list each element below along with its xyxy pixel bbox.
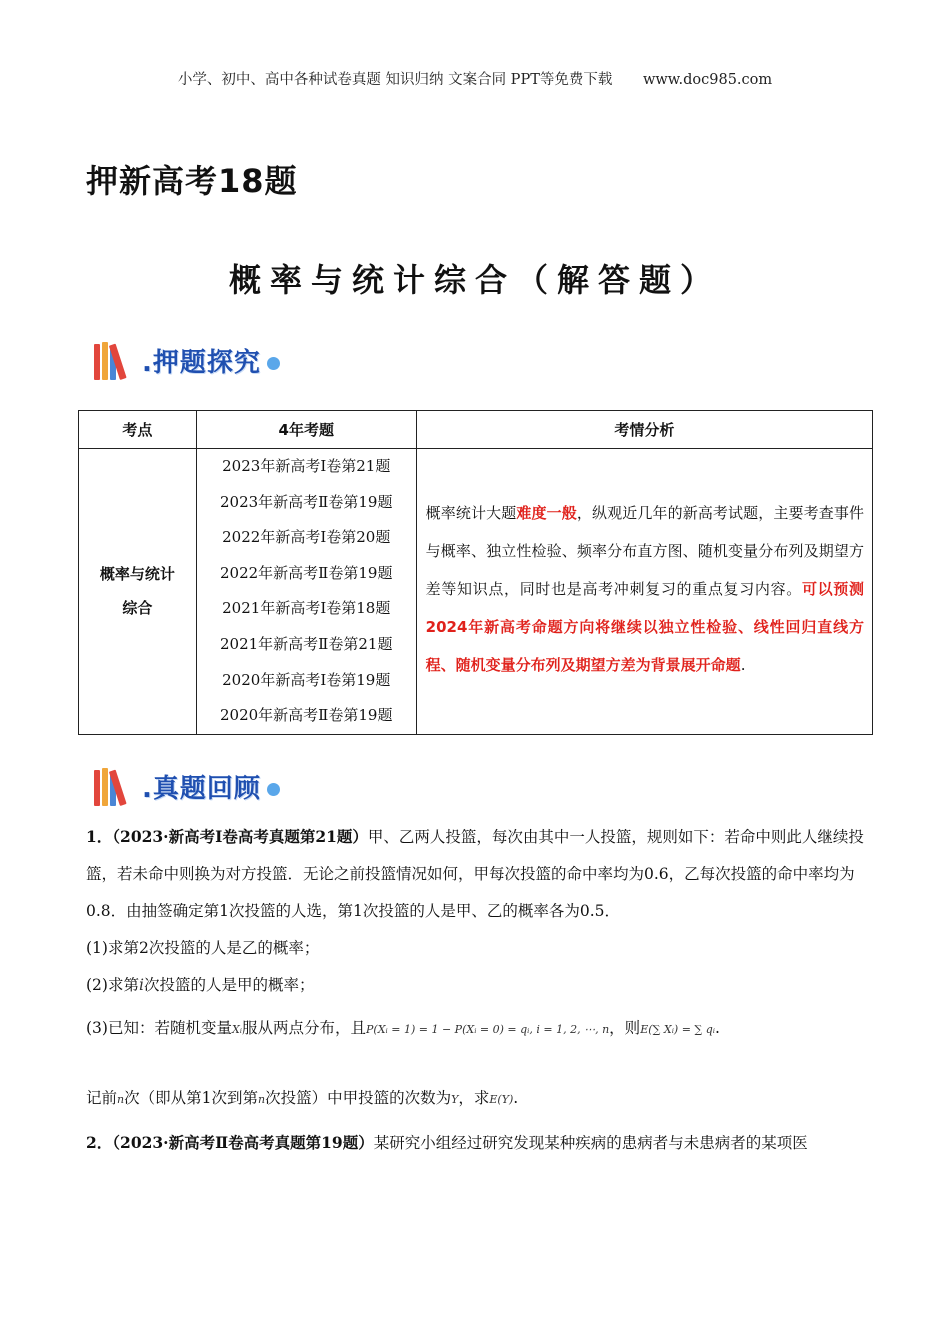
math-formula: P(Xᵢ = 1) = 1 − P(Xᵢ = 0) = qᵢ, i = 1, 2, ⋯, n xyxy=(366,1023,610,1036)
math-var: Xᵢ xyxy=(231,1023,243,1036)
problems-list xyxy=(86,818,866,1162)
page-header xyxy=(0,68,950,89)
math-var: Y xyxy=(451,1093,459,1106)
problem-2-stem xyxy=(86,1124,866,1162)
q2-text: 次投篮的人是甲的概率； xyxy=(143,976,315,994)
math-var: n xyxy=(117,1093,125,1106)
topic-cell xyxy=(79,449,197,735)
problem-number: 1． xyxy=(86,827,113,846)
exam-item: 2023年新高考Ⅱ卷第19题 xyxy=(220,492,393,511)
problem-1-stem xyxy=(86,818,866,930)
table-header: 考情分析 xyxy=(416,411,872,449)
problem-1-q1: (1)求第2次投篮的人是乙的概率； xyxy=(86,939,320,957)
problem-1-q4 xyxy=(86,1080,866,1118)
q3-text: 服从两点分布，且 xyxy=(242,1019,367,1037)
analysis-prediction: 可以预测2024年新高考命题方向将继续以独立性检验、线性回归直线方程、随机变量分布列及期望方差为背景展开命题 xyxy=(425,580,864,675)
exam-item: 2020年新高考Ⅰ卷第19题 xyxy=(222,670,391,689)
q4-text: 次投篮）中甲投篮的次数为 xyxy=(265,1089,452,1107)
exam-item: 2021年新高考Ⅱ卷第21题 xyxy=(220,634,393,653)
dot-icon xyxy=(267,357,280,370)
exam-analysis-table xyxy=(78,410,873,735)
math-var: E(Y) xyxy=(489,1093,514,1106)
main-title: 押新高考18题 xyxy=(86,162,298,200)
problem-source: （2023·新高考Ⅰ卷高考真题第21题） xyxy=(112,827,368,846)
exam-item: 2020年新高考Ⅱ卷第19题 xyxy=(220,706,393,725)
math-formula: E(∑ Xᵢ) = ∑ qᵢ xyxy=(640,1023,716,1036)
math-var: i xyxy=(138,976,144,994)
q2-text: (2)求第 xyxy=(86,976,139,994)
q3-text: . xyxy=(715,1019,720,1037)
q4-text: ，求 xyxy=(458,1089,490,1107)
header-text: 小学、初中、高中各种试卷真题 知识归纳 文案合同 PPT等免费下载 xyxy=(177,72,613,88)
problem-text: 甲、乙两人投篮，每次由其中一人投篮，规则如下：若命中则此人继续投篮，若未命中则换为对方投篮．无论之前投篮情况如何，甲每次投篮的命中率均为0.6，乙每次投篮的命中率均为0.8．由抽签确定第1次投篮的人选，第1次投篮的人是甲、乙的概率各为0.5． xyxy=(86,828,864,920)
problem-number: 2． xyxy=(86,1133,113,1152)
section-banner-explore xyxy=(92,336,280,384)
exam-item: 2021年新高考Ⅰ卷第18题 xyxy=(222,599,391,618)
analysis-end: . xyxy=(740,656,746,675)
analysis-highlight: 难度一般 xyxy=(516,504,577,523)
problem-text: 某研究小组经过研究发现某种疾病的患病者与未患病者的某项医 xyxy=(373,1134,808,1152)
section-banner-review xyxy=(92,762,280,810)
problem-1-q3 xyxy=(86,1010,866,1048)
topic-line: 概率与统计 xyxy=(99,565,175,584)
table-row xyxy=(79,449,873,735)
table-header: 4年考题 xyxy=(196,411,416,449)
dot-icon xyxy=(267,783,280,796)
section-title-review: .真题回顾 xyxy=(142,773,261,804)
books-icon xyxy=(92,766,142,806)
header-site[interactable]: www.doc985.com xyxy=(642,72,773,88)
section-title-explore: .押题探究 xyxy=(142,347,261,378)
exams-cell xyxy=(196,449,416,735)
q3-text: (3)已知：若随机变量 xyxy=(86,1019,232,1037)
analysis-text: ，纵观近几年的新高考试题，主要考查事件与概率、独立性检验、频率分布直方图、随机变量分布列及期望方差等知识点，同时也是高考冲刺复习的重点复习内容。 xyxy=(425,504,864,599)
books-icon xyxy=(92,340,142,380)
math-var: n xyxy=(257,1093,266,1106)
exam-item: 2022年新高考Ⅱ卷第19题 xyxy=(220,563,393,582)
exam-item: 2022年新高考Ⅰ卷第20题 xyxy=(222,528,391,547)
analysis-text: 概率统计大题 xyxy=(425,504,517,523)
problem-1-q2 xyxy=(86,967,866,1004)
q4-text: 记前 xyxy=(86,1089,118,1107)
q4-text: 次（即从第1次到第 xyxy=(124,1089,258,1107)
sub-title: 概率与统计综合（解答题） xyxy=(228,261,721,299)
exam-item: 2023年新高考Ⅰ卷第21题 xyxy=(222,457,391,475)
q4-text: . xyxy=(513,1089,519,1107)
problem-source: （2023·新高考Ⅱ卷高考真题第19题） xyxy=(112,1133,374,1152)
q3-text: ，则 xyxy=(609,1019,641,1037)
table-header: 考点 xyxy=(79,411,197,449)
topic-line: 综合 xyxy=(122,599,153,618)
analysis-cell xyxy=(416,449,872,735)
table-header-row xyxy=(79,411,873,449)
